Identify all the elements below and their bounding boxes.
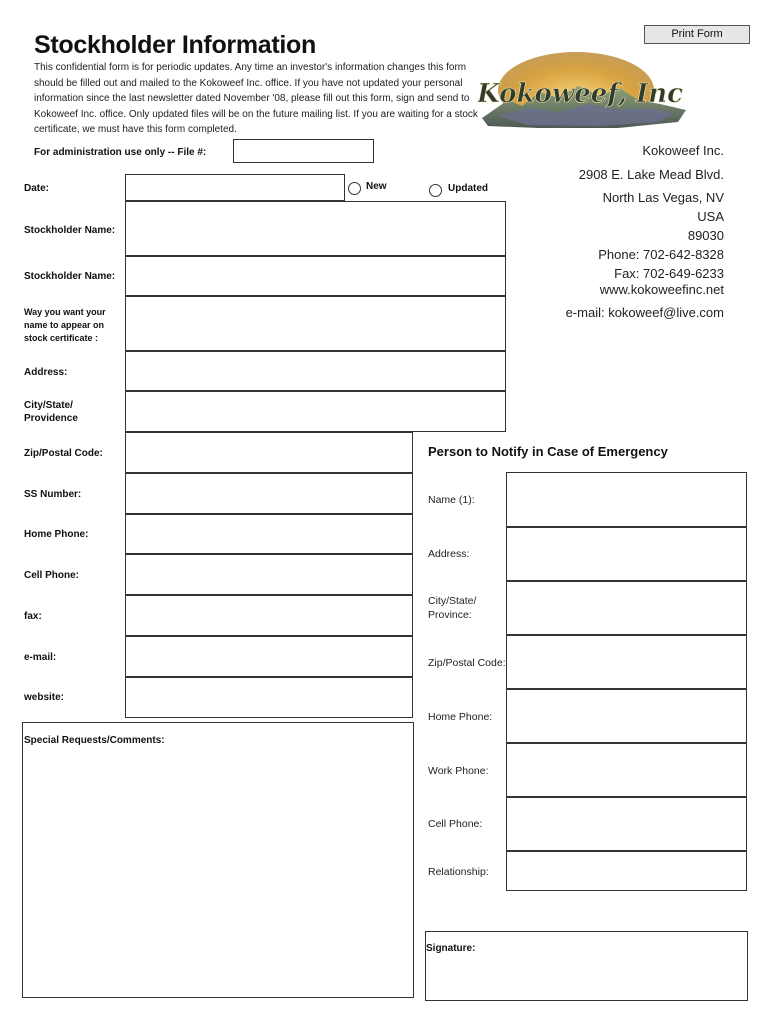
stockholder-name-2-label: Stockholder Name:	[24, 271, 116, 282]
ss-number-label: SS Number:	[24, 489, 82, 500]
certificate-name-input[interactable]	[125, 296, 506, 351]
emergency-work-phone-label: Work Phone:	[428, 765, 489, 777]
zip-label: Zip/Postal Code:	[24, 448, 103, 459]
emergency-cell-phone-input[interactable]	[506, 797, 747, 851]
page-title: Stockholder Information	[34, 31, 317, 59]
zip-input[interactable]	[125, 432, 413, 473]
emergency-address-label: Address:	[428, 548, 470, 560]
print-form-button[interactable]: Print Form	[644, 25, 750, 44]
cell-phone-input[interactable]	[125, 554, 413, 595]
company-logo	[478, 48, 690, 130]
website-input[interactable]	[125, 677, 413, 718]
emergency-name-input[interactable]	[506, 472, 747, 527]
signature-label: Signature:	[426, 943, 476, 954]
admin-file-label: For administration use only -- File #:	[34, 147, 207, 158]
emergency-work-phone-input[interactable]	[506, 743, 747, 797]
logo-text: Kokoweef, Inc	[478, 79, 683, 109]
date-label: Date:	[24, 183, 50, 194]
address-input[interactable]	[125, 351, 506, 391]
new-radio[interactable]	[348, 182, 361, 195]
stockholder-name-2-input[interactable]	[125, 256, 506, 296]
email-input[interactable]	[125, 636, 413, 677]
emergency-heading: Person to Notify in Case of Emergency	[428, 444, 668, 459]
emergency-home-phone-label: Home Phone:	[428, 711, 493, 723]
address-label: Address:	[24, 367, 68, 378]
company-street: 2908 E. Lake Mead Blvd.	[578, 167, 724, 182]
emergency-relationship-input[interactable]	[506, 851, 747, 891]
admin-file-input[interactable]	[233, 139, 374, 163]
company-country: USA	[697, 209, 724, 224]
stockholder-name-1-label: Stockholder Name:	[24, 225, 116, 236]
new-radio-label: New	[366, 181, 387, 192]
ss-number-input[interactable]	[125, 473, 413, 514]
comments-label: Special Requests/Comments:	[24, 735, 165, 746]
emergency-zip-label: Zip/Postal Code:	[428, 657, 506, 669]
certificate-name-label: Way you want your name to appear on stock certificate :	[24, 307, 106, 343]
emergency-cell-phone-label: Cell Phone:	[428, 818, 483, 830]
city-state-label: City/State/ Providence	[24, 400, 78, 424]
emergency-city-input[interactable]	[506, 581, 747, 635]
fax-label: fax:	[24, 611, 42, 622]
date-input[interactable]	[125, 174, 345, 201]
city-state-input[interactable]	[125, 391, 506, 432]
emergency-city-label: City/State/ Province:	[428, 595, 477, 621]
emergency-home-phone-input[interactable]	[506, 689, 747, 743]
company-name: Kokoweef Inc.	[642, 143, 724, 158]
home-phone-label: Home Phone:	[24, 529, 89, 540]
comments-textarea[interactable]	[22, 722, 414, 998]
updated-radio-label: Updated	[448, 183, 488, 194]
emergency-address-input[interactable]	[506, 527, 747, 581]
company-zip: 89030	[687, 228, 724, 243]
company-website: www.kokoweefinc.net	[599, 282, 724, 297]
company-email: e-mail: kokoweef@live.com	[565, 305, 724, 320]
cell-phone-label: Cell Phone:	[24, 570, 80, 581]
company-city: North Las Vegas, NV	[602, 190, 724, 205]
email-label: e-mail:	[24, 652, 57, 663]
home-phone-input[interactable]	[125, 514, 413, 554]
intro-text: This confidential form is for periodic updates. Any time an investor's information changes this form should be filled out and mailed to the Kokoweef Inc. office. If you have not updated your personal information since the last newsletter dated November '08, please fill out this form, sign and send to Kokoweef Inc. office. Only updated files will be on the future mailing list. If you are waiting for a stock certificate, we must have this form completed.	[34, 62, 478, 135]
updated-radio[interactable]	[429, 184, 442, 197]
company-phone: Phone: 702-642-8328	[598, 247, 724, 262]
fax-input[interactable]	[125, 595, 413, 636]
emergency-zip-input[interactable]	[506, 635, 747, 689]
stockholder-name-1-input[interactable]	[125, 201, 506, 256]
emergency-relationship-label: Relationship:	[428, 866, 489, 878]
website-label: website:	[24, 692, 65, 703]
emergency-name-label: Name (1):	[428, 494, 475, 506]
company-fax: Fax: 702-649-6233	[614, 266, 724, 281]
